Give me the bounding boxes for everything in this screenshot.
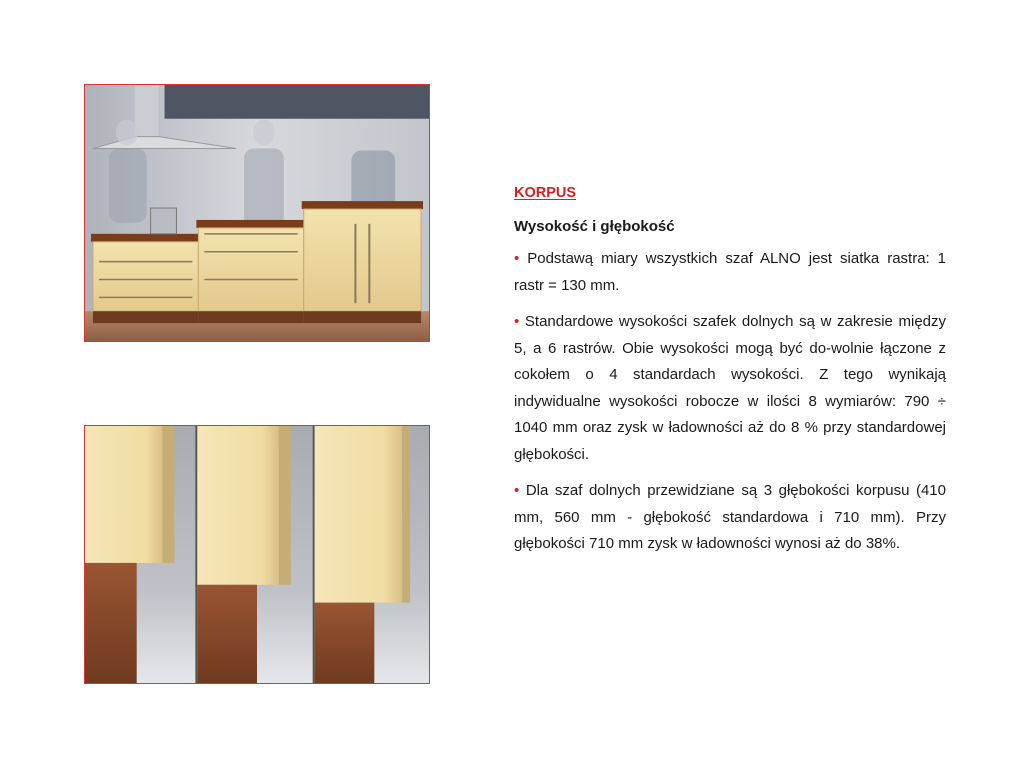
subtitle: Wysokość i głębokość [514,218,675,235]
plinth [304,311,421,323]
dark-wall-band [165,85,429,119]
cabinet-depth-illustration [85,426,429,683]
kitchen-cabinets-photo [84,84,430,342]
paragraph-text: Podstawą miary wszystkich szaf ALNO jest siatka rastra: 1 rastr = 130 mm. [514,250,947,294]
mid-cabinet [198,228,303,311]
cabinet-front-shallow [85,426,163,563]
bullet-icon: • [514,482,520,499]
paragraph-3 [514,478,946,558]
cabinet-front-standard [197,426,279,585]
section-title: KORPUS [514,185,577,201]
text-column [514,184,946,558]
cabinet-depth-comparison-photo [84,425,430,684]
plinth-wood [197,585,257,683]
kitchen-illustration [85,85,429,341]
worktop [302,201,423,209]
paragraph-2 [514,309,946,468]
paragraph-text: Standardowe wysokości szafek dolnych są w zakresie między 5, a 6 rastrów. Obie wysokości mogą być do-wolnie łączone z cokołem o 4 standardach wysokości. Z tego wynikają indywidualne wysokości robocze w ilości 8 wymiarów: 790 ÷ 1040 mm oraz zysk w ładowności aż do 8 % przy standardowej głębokości. [514,313,947,463]
person-figure [244,149,284,228]
paragraph-1 [514,246,946,299]
bullet-icon: • [514,313,520,330]
paragraph-text: Dla szaf dolnych przewidziane są 3 głębokości korpusu (410 mm, 560 mm - głębokość standardowa i 710 mm). Przy głębokości 710 mm zysk w ładowności wynosi aż do 38%. [514,482,946,552]
low-cabinet [93,242,198,311]
plinth-wood [85,563,137,683]
cabinet-front-deep [315,426,402,603]
plinth-wood [315,603,375,683]
bullet-icon: • [514,250,520,267]
person-figure [109,149,147,223]
tall-cabinet [304,209,421,311]
